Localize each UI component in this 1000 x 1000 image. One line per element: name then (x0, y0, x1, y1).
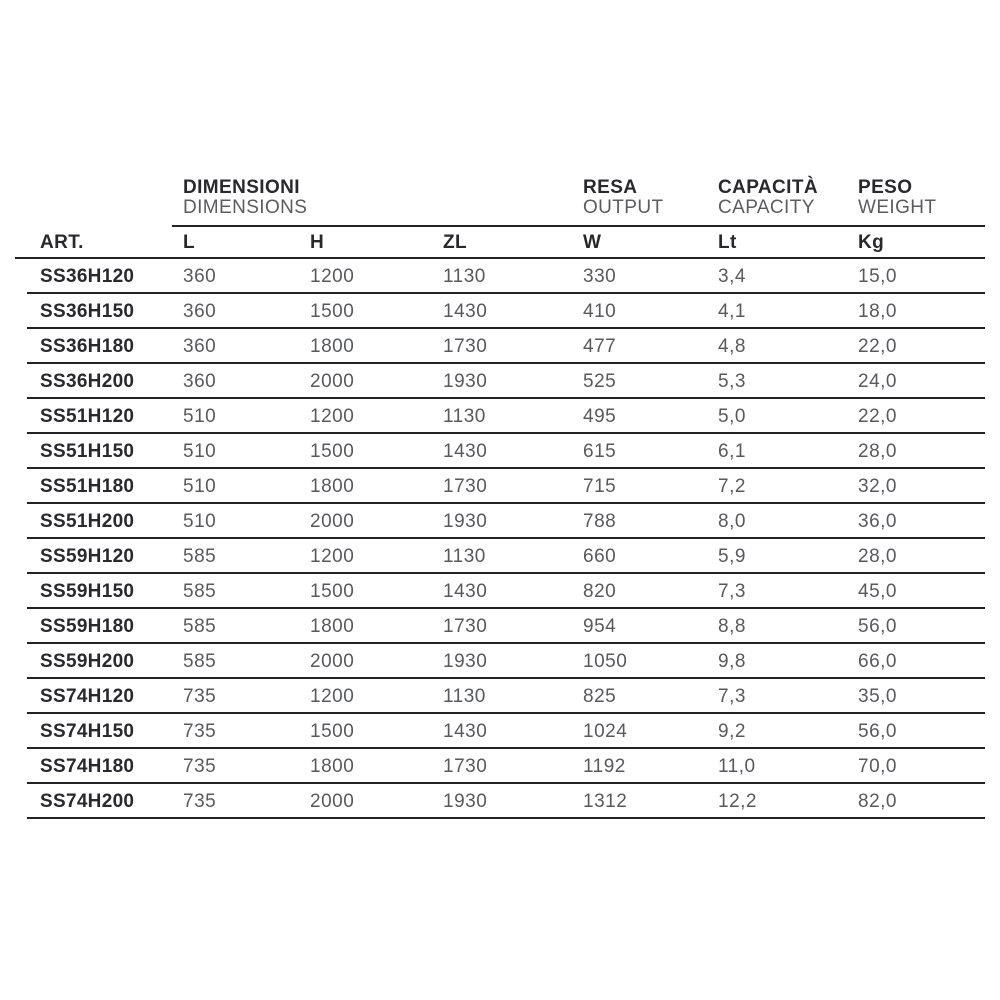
kg-value: 24,0 (858, 370, 897, 392)
l-value: 735 (183, 720, 217, 742)
l-value: 510 (183, 440, 217, 462)
art-code: SS74H180 (40, 755, 135, 777)
group-title-english: CAPACITY (718, 197, 815, 218)
art-code: SS59H200 (40, 650, 135, 672)
h-value: 1500 (310, 440, 355, 462)
kg-value: 56,0 (858, 615, 897, 637)
lt-value: 5,9 (718, 545, 746, 567)
l-value: 510 (183, 510, 217, 532)
zl-value: 1430 (443, 580, 488, 602)
w-value: 477 (583, 335, 617, 357)
l-value: 510 (183, 475, 217, 497)
l-value: 735 (183, 790, 217, 812)
h-value: 2000 (310, 790, 355, 812)
lt-value: 7,3 (718, 685, 746, 707)
table-row (15, 644, 985, 679)
lt-value: 11,0 (718, 755, 756, 777)
h-value: 2000 (310, 370, 355, 392)
lt-value: 5,3 (718, 370, 746, 392)
w-value: 615 (583, 440, 617, 462)
column-header-kg: Kg (858, 232, 885, 253)
lt-value: 8,0 (718, 510, 746, 532)
zl-value: 1130 (443, 265, 486, 287)
l-value: 735 (183, 685, 217, 707)
table-row (15, 784, 985, 819)
table-row (15, 434, 985, 469)
table-row (15, 504, 985, 539)
art-code: SS59H150 (40, 580, 135, 602)
table-row (15, 714, 985, 749)
h-value: 1800 (310, 335, 355, 357)
kg-value: 18,0 (858, 300, 897, 322)
w-value: 525 (583, 370, 617, 392)
kg-value: 66,0 (858, 650, 897, 672)
zl-value: 1430 (443, 300, 488, 322)
column-header-art: ART. (40, 232, 84, 253)
w-value: 820 (583, 580, 617, 602)
kg-value: 32,0 (858, 475, 897, 497)
lt-value: 3,4 (718, 265, 746, 287)
group-title-italian: DIMENSIONI (183, 177, 300, 198)
l-value: 360 (183, 265, 217, 287)
product-spec-table (15, 178, 985, 819)
w-value: 715 (583, 475, 617, 497)
group-header-capacity (718, 178, 818, 218)
lt-value: 4,1 (718, 300, 746, 322)
lt-value: 7,3 (718, 580, 746, 602)
zl-value: 1130 (443, 685, 486, 707)
l-value: 735 (183, 755, 217, 777)
zl-value: 1430 (443, 440, 488, 462)
zl-value: 1730 (443, 475, 488, 497)
l-value: 360 (183, 300, 217, 322)
group-title-italian: CAPACITÀ (718, 177, 818, 198)
h-value: 1200 (310, 545, 355, 567)
art-code: SS59H180 (40, 615, 135, 637)
table-row (15, 539, 985, 574)
w-value: 1050 (583, 650, 628, 672)
h-value: 1800 (310, 475, 355, 497)
kg-value: 45,0 (858, 580, 897, 602)
zl-value: 1730 (443, 335, 488, 357)
kg-value: 70,0 (858, 755, 897, 777)
kg-value: 15,0 (858, 265, 897, 287)
art-code: SS51H120 (40, 405, 135, 427)
h-value: 2000 (310, 510, 355, 532)
l-value: 360 (183, 370, 217, 392)
h-value: 1500 (310, 720, 355, 742)
zl-value: 1430 (443, 720, 488, 742)
kg-value: 28,0 (858, 545, 897, 567)
art-code: SS51H200 (40, 510, 135, 532)
zl-value: 1730 (443, 615, 488, 637)
zl-value: 1130 (443, 545, 486, 567)
art-code: SS36H180 (40, 335, 135, 357)
group-title-english: OUTPUT (583, 197, 664, 218)
art-code: SS36H150 (40, 300, 135, 322)
art-code: SS74H200 (40, 790, 135, 812)
w-value: 410 (583, 300, 617, 322)
group-title-english: WEIGHT (858, 197, 937, 218)
w-value: 1024 (583, 720, 628, 742)
table-row (15, 259, 985, 294)
l-value: 360 (183, 335, 217, 357)
lt-value: 8,8 (718, 615, 746, 637)
lt-value: 5,0 (718, 405, 746, 427)
column-header-w: W (583, 232, 602, 253)
kg-value: 35,0 (858, 685, 897, 707)
l-value: 585 (183, 650, 217, 672)
h-value: 1200 (310, 405, 355, 427)
w-value: 660 (583, 545, 617, 567)
kg-value: 82,0 (858, 790, 897, 812)
table-body (15, 259, 985, 819)
l-value: 510 (183, 405, 217, 427)
column-header-h: H (310, 232, 325, 253)
lt-value: 4,8 (718, 335, 746, 357)
column-header-lt: Lt (718, 232, 737, 253)
kg-value: 22,0 (858, 405, 897, 427)
group-title-italian: PESO (858, 177, 913, 198)
zl-value: 1730 (443, 755, 488, 777)
lt-value: 9,2 (718, 720, 746, 742)
art-code: SS74H120 (40, 685, 135, 707)
table-row (15, 364, 985, 399)
group-header-output (583, 178, 664, 218)
table-row (15, 399, 985, 434)
group-header-weight (858, 178, 936, 218)
column-header-zl: ZL (443, 232, 468, 253)
column-header-row (15, 227, 985, 259)
zl-value: 1130 (443, 405, 486, 427)
w-value: 788 (583, 510, 617, 532)
h-value: 1800 (310, 615, 355, 637)
w-value: 954 (583, 615, 617, 637)
kg-value: 28,0 (858, 440, 897, 462)
group-title-english: DIMENSIONS (183, 197, 308, 218)
lt-value: 12,2 (718, 790, 757, 812)
zl-value: 1930 (443, 790, 488, 812)
table-row (15, 679, 985, 714)
group-header-band (15, 178, 985, 227)
w-value: 825 (583, 685, 617, 707)
art-code: SS74H150 (40, 720, 135, 742)
w-value: 1312 (583, 790, 628, 812)
w-value: 1192 (583, 755, 626, 777)
group-header-underline (172, 225, 985, 227)
h-value: 1500 (310, 300, 355, 322)
art-code: SS36H200 (40, 370, 135, 392)
h-value: 2000 (310, 650, 355, 672)
l-value: 585 (183, 615, 217, 637)
w-value: 330 (583, 265, 617, 287)
table-row (15, 294, 985, 329)
table-row (15, 609, 985, 644)
kg-value: 56,0 (858, 720, 897, 742)
lt-value: 7,2 (718, 475, 746, 497)
art-code: SS36H120 (40, 265, 135, 287)
art-code: SS59H120 (40, 545, 135, 567)
h-value: 1200 (310, 265, 355, 287)
table-row (15, 329, 985, 364)
zl-value: 1930 (443, 370, 488, 392)
h-value: 1800 (310, 755, 355, 777)
table-row (15, 574, 985, 609)
lt-value: 6,1 (718, 440, 746, 462)
art-code: SS51H180 (40, 475, 135, 497)
group-header-dimensions (183, 178, 307, 218)
column-header-l: L (183, 232, 196, 253)
l-value: 585 (183, 580, 217, 602)
zl-value: 1930 (443, 510, 488, 532)
h-value: 1500 (310, 580, 355, 602)
art-code: SS51H150 (40, 440, 135, 462)
kg-value: 22,0 (858, 335, 897, 357)
l-value: 585 (183, 545, 217, 567)
zl-value: 1930 (443, 650, 488, 672)
kg-value: 36,0 (858, 510, 897, 532)
group-title-italian: RESA (583, 177, 638, 198)
h-value: 1200 (310, 685, 355, 707)
table-row (15, 749, 985, 784)
table-row (15, 469, 985, 504)
w-value: 495 (583, 405, 617, 427)
lt-value: 9,8 (718, 650, 746, 672)
